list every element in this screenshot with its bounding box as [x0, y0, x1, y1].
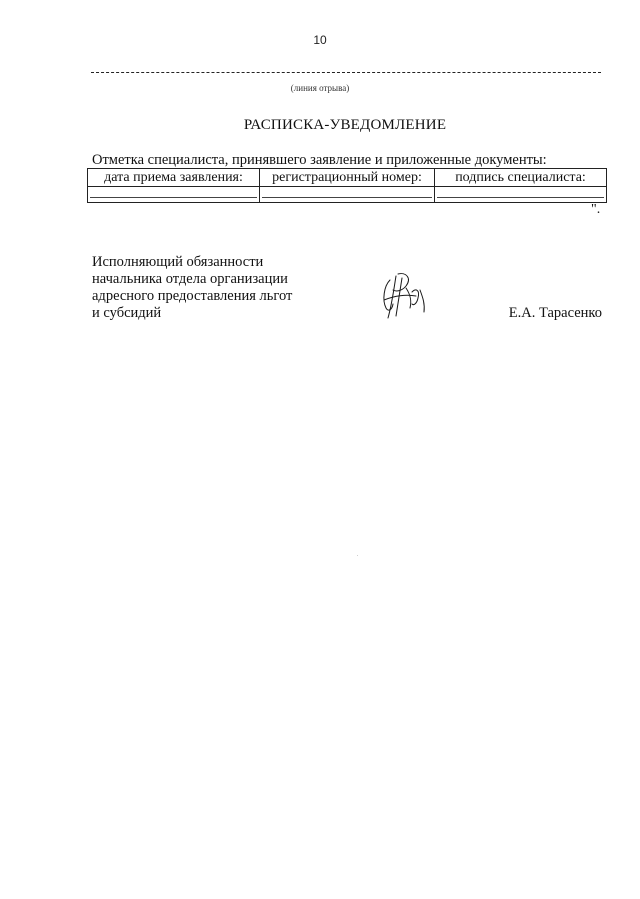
position-line-2: начальника отдела организации	[92, 271, 288, 287]
column-header-specialist-signature: подпись специалиста:	[435, 169, 607, 187]
position-line-4: и субсидий	[92, 305, 162, 321]
receipt-table	[87, 168, 607, 203]
position-line-3: адресного предоставления льгот	[92, 288, 293, 304]
scan-speck	[357, 555, 358, 556]
page-number: 10	[313, 33, 327, 47]
date-blank-line	[90, 197, 257, 198]
table-value-row	[88, 187, 607, 203]
cut-line	[91, 72, 601, 73]
signer-position	[92, 254, 292, 322]
table-header-row	[88, 169, 607, 187]
position-line-1: Исполняющий обязанности	[92, 254, 264, 270]
specialist-mark-text: Отметка специалиста, принявшего заявление и приложенные документы:	[92, 152, 547, 168]
receipt-title: РАСПИСКА-УВЕДОМЛЕНИЕ	[243, 117, 447, 133]
column-header-registration-number: регистрационный номер:	[260, 169, 435, 187]
column-header-date: дата приема заявления:	[88, 169, 260, 187]
signature-blank-line	[437, 197, 604, 198]
signer-name: Е.А. Тарасенко	[508, 305, 602, 321]
signature-value-cell	[435, 187, 607, 203]
handwritten-signature	[376, 270, 438, 320]
closing-quote: ".	[591, 202, 601, 217]
date-value-cell	[88, 187, 260, 203]
cut-line-label: (линия отрыва)	[290, 83, 350, 93]
registration-blank-line	[262, 197, 432, 198]
registration-number-value-cell	[260, 187, 435, 203]
